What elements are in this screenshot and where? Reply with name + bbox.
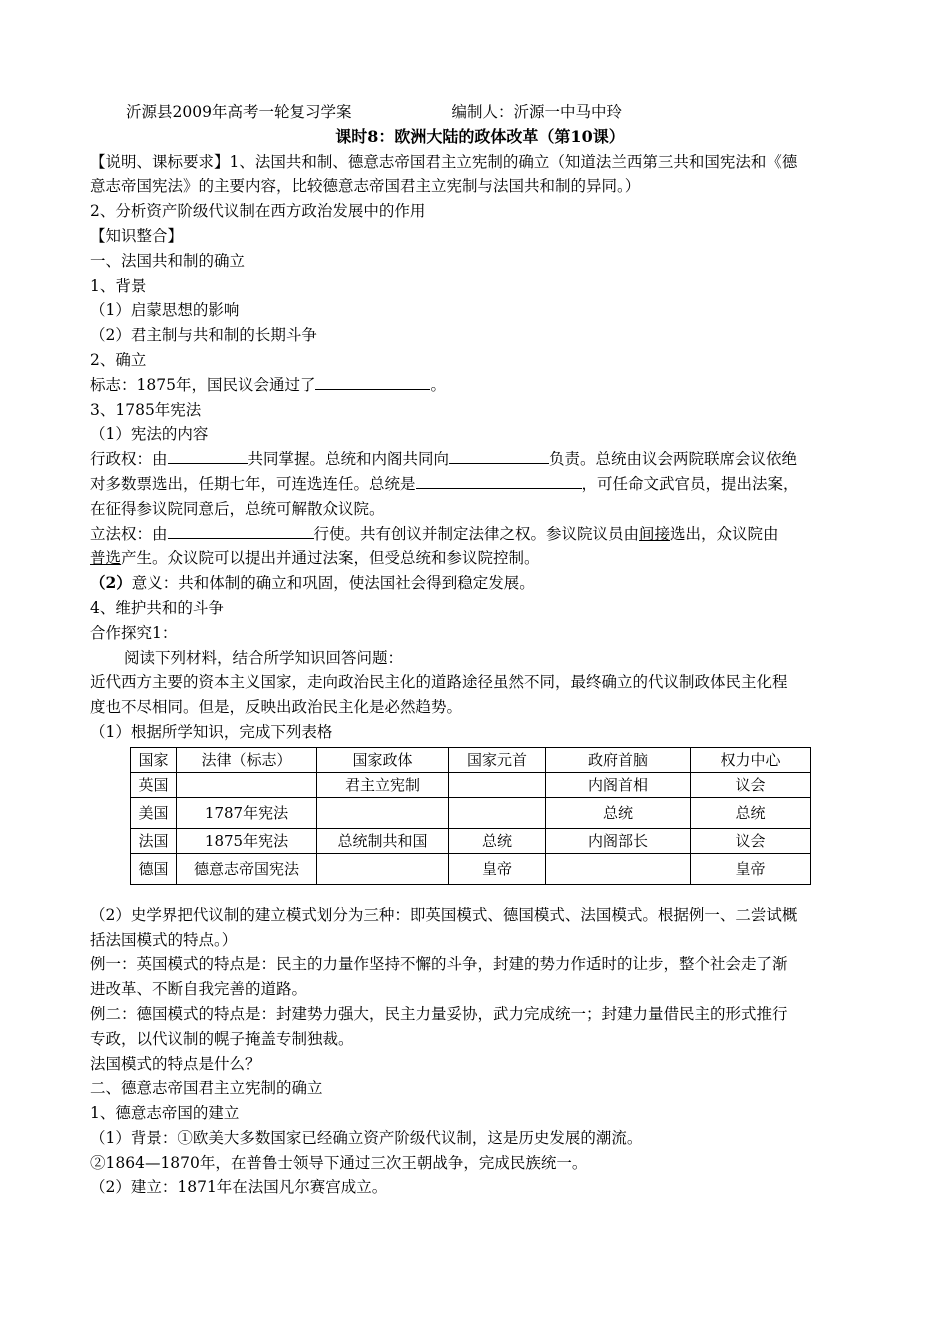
table-cell[interactable] xyxy=(546,853,691,884)
significance-label: （2） xyxy=(90,573,132,593)
material-line-2: 度也不尽相同。但是，反映出政治民主化是必然趋势。 xyxy=(90,698,463,717)
intro-line-1: 【说明、课标要求】1、法国共和制、德意志帝国君主立宪制的确立（知道法兰西第三共和国宪法和《德 xyxy=(90,152,798,171)
leg-text-a: 立法权：由 xyxy=(90,524,168,543)
table-cell: 总统 xyxy=(691,797,811,828)
exec-text-e: ，可任命文武官员，提出法案， xyxy=(581,474,799,493)
significance-line xyxy=(90,571,870,596)
background-heading: 1、背景 xyxy=(90,276,147,295)
document-page xyxy=(90,100,870,1200)
fill-blank-1[interactable] xyxy=(315,373,430,390)
background-item-2: （2）君主制与共和制的长期斗争 xyxy=(90,326,317,345)
fill-blank-5[interactable] xyxy=(168,522,314,539)
leg-text-c: 选出，众议院由 xyxy=(670,524,779,543)
executive-line-2 xyxy=(90,472,870,497)
section2-background-2: ②1864—1870年，在普鲁士领导下通过三次王朝战争，完成民族统一。 xyxy=(90,1153,588,1172)
exec-text-b: 共同掌握。总统和内阁共同向 xyxy=(247,450,450,469)
page-header xyxy=(90,100,870,125)
section2-heading: 二、德意志帝国君主立宪制的确立 xyxy=(90,1079,323,1098)
table-cell: 德意志帝国宪法 xyxy=(177,853,317,884)
fill-blank-3[interactable] xyxy=(449,447,549,464)
table-cell: 法国 xyxy=(131,828,177,853)
table-cell: 总统 xyxy=(449,828,546,853)
table-cell: 皇帝 xyxy=(691,853,811,884)
table-cell: 君主立宪制 xyxy=(317,772,449,797)
legislative-line-2 xyxy=(90,546,870,571)
question-1: （1）根据所学知识，完成下列表格 xyxy=(90,722,333,741)
table-cell: 内阁部长 xyxy=(546,828,691,853)
executive-line-1 xyxy=(90,447,870,472)
table-header: 权力中心 xyxy=(691,747,811,772)
table-row xyxy=(131,853,811,884)
table-cell: 总统 xyxy=(546,797,691,828)
table-header: 国家元首 xyxy=(449,747,546,772)
table-cell[interactable] xyxy=(317,797,449,828)
leg-text-d: 产生。众议院可以提出并通过法案，但受总统和参议院控制。 xyxy=(121,549,540,568)
exec-text-a: 行政权：由 xyxy=(90,450,168,469)
table-cell: 美国 xyxy=(131,797,177,828)
table-header-row xyxy=(131,747,811,772)
legislative-line-1 xyxy=(90,522,870,547)
cooperation-heading: 合作探究1： xyxy=(90,623,178,642)
table-cell: 议会 xyxy=(691,828,811,853)
example-2-line-2: 专政，以代议制的幌子掩盖专制独裁。 xyxy=(90,1029,354,1048)
header-right: 编制人：沂源一中马中玲 xyxy=(451,103,622,121)
question-2-line-2: 括法国模式的特点。） xyxy=(90,930,238,949)
table-header: 政府首脑 xyxy=(546,747,691,772)
french-model-question: 法国模式的特点是什么？ xyxy=(90,1054,261,1073)
section2-background: （1）背景：①欧美大多数国家已经确立资产阶级代议制，这是历史发展的潮流。 xyxy=(90,1128,643,1147)
knowledge-heading: 【知识整合】 xyxy=(90,226,184,245)
intro-line-2: 意志帝国宪法》的主要内容，比较德意志帝国君主立宪制与法国共和制的异同。） xyxy=(90,177,641,196)
table-row xyxy=(131,828,811,853)
section2-sub1: 1、德意志帝国的建立 xyxy=(90,1104,240,1123)
table-cell: 议会 xyxy=(691,772,811,797)
intro-line-3: 2、分析资产阶级代议制在西方政治发展中的作用 xyxy=(90,202,426,221)
fill-blank-4[interactable] xyxy=(416,472,582,489)
table-row xyxy=(131,772,811,797)
table-cell: 1875年宪法 xyxy=(177,828,317,853)
table-row xyxy=(131,797,811,828)
leg-universal: 普选 xyxy=(90,549,122,568)
table-cell: 总统制共和国 xyxy=(317,828,449,853)
table-header: 法律（标志） xyxy=(177,747,317,772)
table-cell[interactable] xyxy=(449,797,546,828)
fill-blank-2[interactable] xyxy=(168,447,248,464)
question-2-line-1: （2）史学界把代议制的建立模式划分为三种：即英国模式、德国模式、法国模式。根据例一、二尝试概 xyxy=(90,905,798,924)
establish-mark-end: 。 xyxy=(430,375,446,394)
section1-heading: 一、法国共和制的确立 xyxy=(90,251,246,270)
header-left: 沂源县2009年高考一轮复习学案 xyxy=(126,103,352,121)
constitution-content-heading: （1）宪法的内容 xyxy=(90,425,209,444)
table-cell: 1787年宪法 xyxy=(177,797,317,828)
table-cell[interactable] xyxy=(449,772,546,797)
table-cell[interactable] xyxy=(177,772,317,797)
leg-text-b: 行使。共有创议并制定法律之权。参议院议员由 xyxy=(313,524,640,543)
table-header: 国家政体 xyxy=(317,747,449,772)
table-cell: 德国 xyxy=(131,853,177,884)
lesson-title: 课时8：欧洲大陆的政体改革（第10课） xyxy=(335,126,625,146)
section2-establish: （2）建立：1871年在法国凡尔赛宫成立。 xyxy=(90,1178,388,1197)
table-cell: 英国 xyxy=(131,772,177,797)
example-1-line-1: 例一：英国模式的特点是：民主的力量作坚持不懈的斗争，封建的势力作适时的让步，整个社会走了渐 xyxy=(90,955,788,974)
background-item-1: （1）启蒙思想的影响 xyxy=(90,301,240,320)
material-line-1: 近代西方主要的资本主义国家，走向政治民主化的道路途径虽然不同，最终确立的代议制政体民主化程 xyxy=(90,673,788,692)
exec-text-d: 对多数票选出，任期七年，可连选连任。总统是 xyxy=(90,474,416,493)
establish-heading: 2、确立 xyxy=(90,350,147,369)
table-cell: 内阁首相 xyxy=(546,772,691,797)
table-header: 国家 xyxy=(131,747,177,772)
example-1-line-2: 进改革、不断自我完善的道路。 xyxy=(90,980,308,999)
read-prompt: 阅读下列材料，结合所学知识回答问题： xyxy=(124,648,404,667)
struggle-heading: 4、维护共和的斗争 xyxy=(90,598,224,617)
establish-mark xyxy=(90,373,870,398)
executive-line-3: 在征得参议院同意后，总统可解散众议院。 xyxy=(90,499,385,518)
leg-indirect: 间接 xyxy=(639,524,671,543)
significance-text: 意义：共和体制的确立和巩固，使法国社会得到稳定发展。 xyxy=(131,574,535,593)
establish-mark-text: 标志：1875年，国民议会通过了 xyxy=(90,375,316,394)
table-cell: 皇帝 xyxy=(449,853,546,884)
example-2-line-1: 例二：德国模式的特点是：封建势力强大，民主力量妥协，武力完成统一；封建力量借民主的形式推行 xyxy=(90,1004,788,1023)
comparison-table xyxy=(130,747,811,885)
constitution-heading: 3、1785年宪法 xyxy=(90,400,202,419)
table-cell[interactable] xyxy=(317,853,449,884)
exec-text-c: 负责。总统由议会两院联席会议依绝 xyxy=(549,450,798,469)
